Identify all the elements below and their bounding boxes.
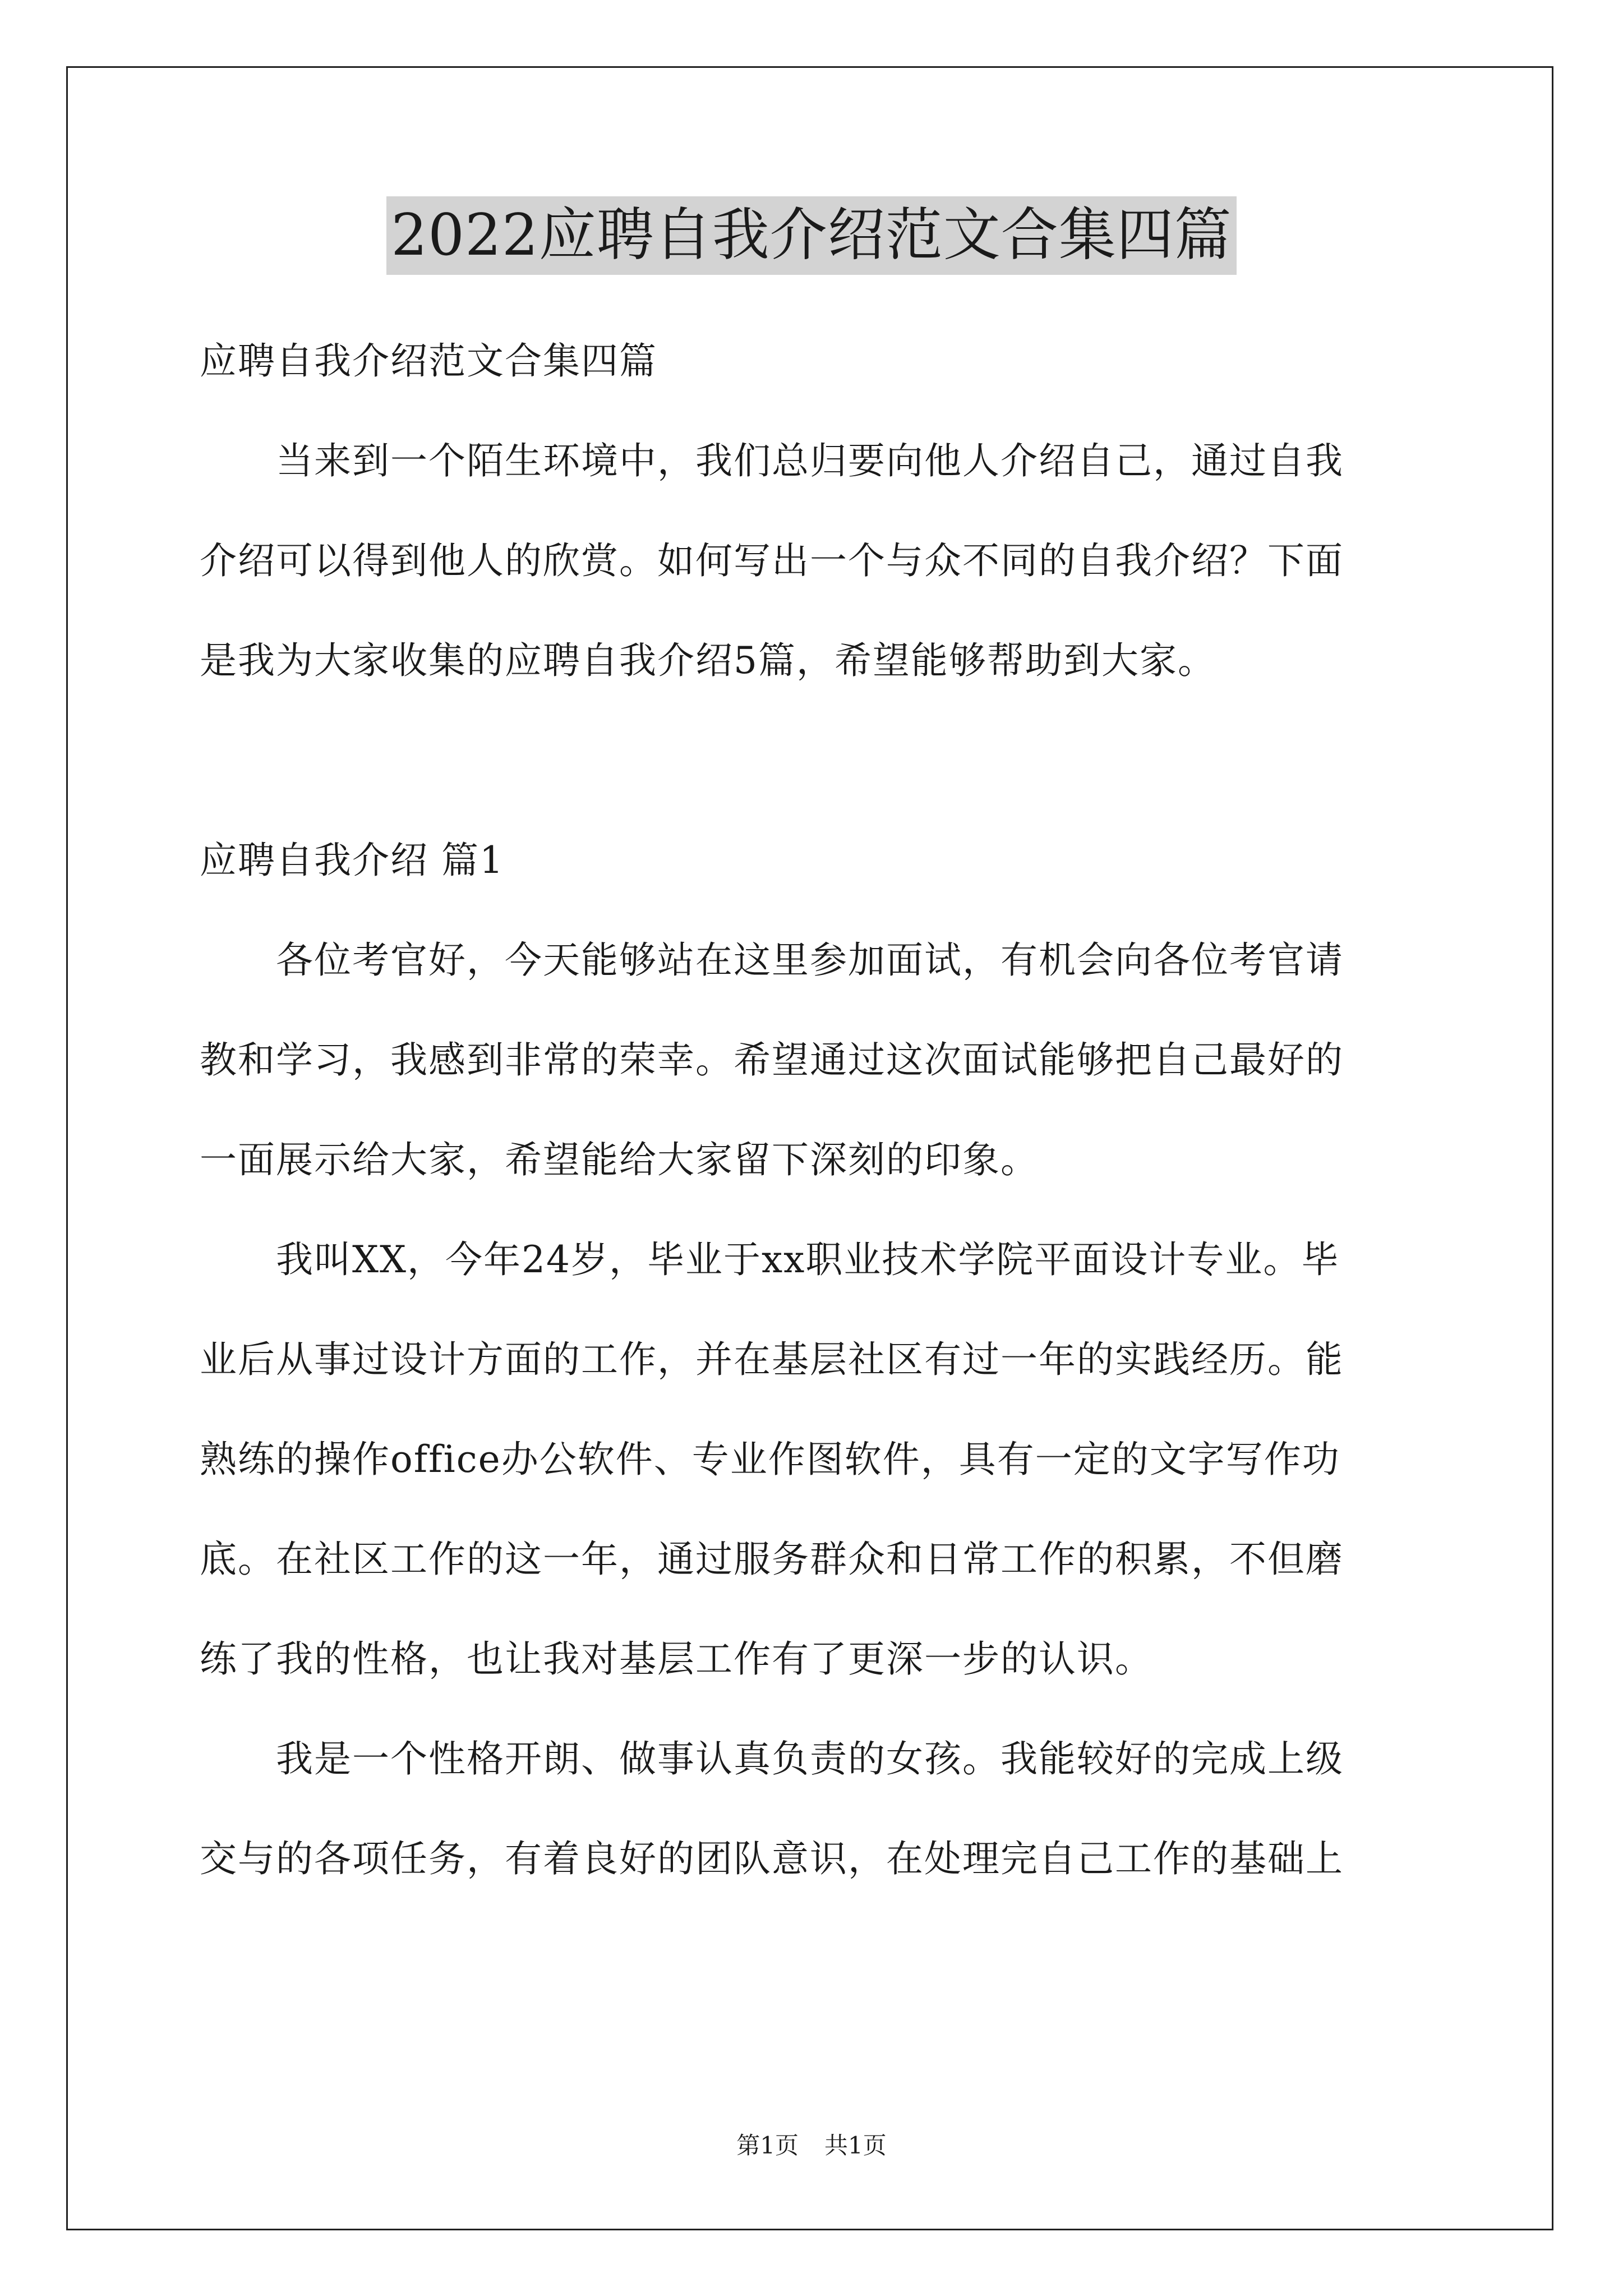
section-heading: 应聘自我介绍 篇1 (200, 839, 504, 882)
paragraph-gap (200, 711, 1428, 811)
text-line: 介绍可以得到他人的欣赏。如何写出一个与众不同的自我介绍？下面 (200, 539, 1344, 582)
text-line: 一面展示给大家，希望能给大家留下深刻的印象。 (200, 1138, 1039, 1181)
text-line: 业后从事过设计方面的工作，并在基层社区有过一年的实践经历。能 (200, 1338, 1344, 1381)
text-line: 熟练的操作office办公软件、专业作图软件，具有一定的文字写作功 (200, 1438, 1340, 1481)
page-footer (0, 2129, 1623, 2162)
document-title: 2022应聘自我介绍范文合集四篇 (386, 196, 1237, 275)
page-number: 第1页 (736, 2132, 799, 2159)
text-line: 练了我的性格，也让我对基层工作有了更深一步的认识。 (200, 1637, 1153, 1681)
text-line: 应聘自我介绍范文合集四篇 (200, 339, 657, 383)
document-body (200, 311, 1428, 1909)
text-line: 是我为大家收集的应聘自我介绍5篇，希望能够帮助到大家。 (200, 639, 1216, 682)
text-line: 各位考官好，今天能够站在这里参加面试，有机会向各位考官请 (200, 938, 1344, 982)
text-line: 当来到一个陌生环境中，我们总归要向他人介绍自己，通过自我 (200, 439, 1344, 482)
title-wrap (0, 196, 1623, 275)
text-line: 交与的各项任务，有着良好的团队意识，在处理完自己工作的基础上 (200, 1837, 1344, 1880)
text-line: 我叫XX，今年24岁，毕业于xx职业技术学院平面设计专业。毕 (200, 1238, 1340, 1281)
text-line: 我是一个性格开朗、做事认真负责的女孩。我能较好的完成上级 (200, 1737, 1344, 1780)
text-line: 教和学习，我感到非常的荣幸。希望通过这次面试能够把自己最好的 (200, 1038, 1344, 1082)
page-total: 共1页 (824, 2132, 887, 2159)
text-line: 底。在社区工作的这一年，通过服务群众和日常工作的积累，不但磨 (200, 1538, 1344, 1581)
